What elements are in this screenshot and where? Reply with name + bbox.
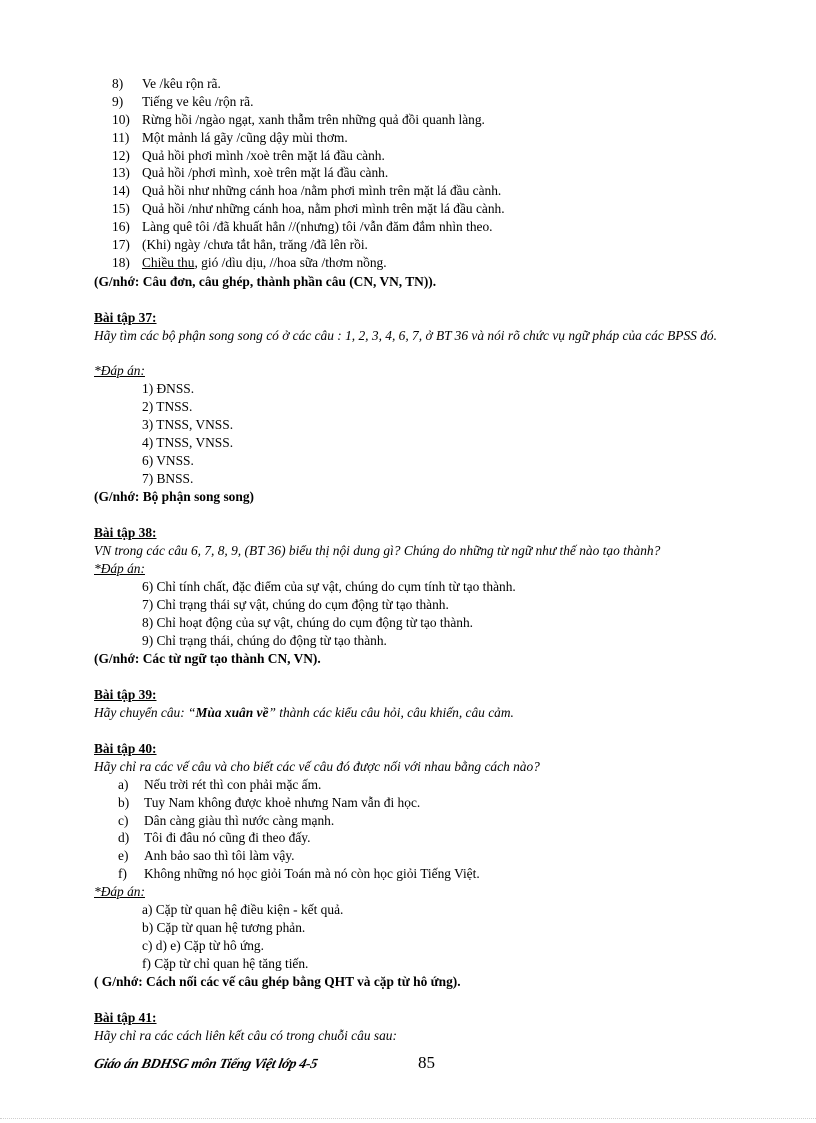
exercise-38-answer-label: *Đáp án: [94, 561, 145, 576]
list-item: 12) Quả hồi phơi mình /xoè trên mặt lá đầu cành. [112, 148, 385, 163]
exercise-40-title: Bài tập 40: [94, 741, 157, 756]
list-item: e) Anh bảo sao thì tôi làm vậy. [118, 848, 295, 863]
exercise-40-answer-label: *Đáp án: [94, 884, 145, 899]
exercise-38-question: VN trong các câu 6, 7, 8, 9, (BT 36) biểu thị nội dung gì? Chúng do những từ ngữ như thế nào tạo thành? [94, 543, 661, 558]
note-38: (G/nhớ: Các từ ngữ tạo thành CN, VN). [94, 651, 321, 666]
answer-item: a) Cặp từ quan hệ điều kiện - kết quả. [142, 902, 344, 917]
answer-item: 7) Chỉ trạng thái sự vật, chúng do cụm động từ tạo thành. [142, 597, 449, 612]
footer-signature: Giáo án BDHSG môn Tiếng Việt lớp 4-5 [92, 1057, 319, 1072]
exercise-39-question: Hãy chuyển câu: “Mùa xuân về” thành các kiểu câu hỏi, câu khiến, câu cảm. [94, 705, 514, 720]
list-item: 8) Ve /kêu rộn rã. [112, 76, 221, 91]
exercise-37-answer-label: *Đáp án: [94, 363, 145, 378]
exercise-37-title: Bài tập 37: [94, 310, 157, 325]
note-40: ( G/nhớ: Cách nối các vế câu ghép bằng QHT và cặp từ hô ứng). [94, 974, 461, 989]
exercise-41-title: Bài tập 41: [94, 1010, 157, 1025]
answer-item: 4) TNSS, VNSS. [142, 435, 234, 450]
answer-item: f) Cặp từ chỉ quan hệ tăng tiến. [142, 956, 309, 971]
answer-item: 2) TNSS. [142, 399, 193, 414]
list-item: b) Tuy Nam không được khoẻ nhưng Nam vẫn đi học. [118, 795, 421, 810]
list-item: 15) Quả hồi /như những cánh hoa, nằm phơi mình trên mặt lá đầu cành. [112, 201, 505, 216]
list-item: 11) Một mảnh lá gãy /cũng dậy mùi thơm. [112, 130, 348, 145]
exercise-40-question: Hãy chỉ ra các vế câu và cho biết các vế câu đó được nối với nhau bằng cách nào? [94, 759, 540, 774]
list-item: 14) Quả hồi như những cánh hoa /nằm phơi mình trên mặt lá đầu cành. [112, 183, 502, 198]
answer-item: 7) BNSS. [142, 471, 194, 486]
answer-item: c) d) e) Cặp từ hô ứng. [142, 938, 264, 953]
list-item: f) Không những nó học giỏi Toán mà nó còn học giỏi Tiếng Việt. [118, 866, 480, 881]
answer-item: 8) Chỉ hoạt động của sự vật, chúng do cụm động từ tạo thành. [142, 615, 473, 630]
page-number: 85 [418, 1053, 435, 1072]
list-item: 17) (Khi) ngày /chưa tắt hẳn, trăng /đã lên rồi. [112, 237, 368, 252]
list-item: 16) Làng quê tôi /đã khuất hẳn //(nhưng) tôi /vẫn đăm đắm nhìn theo. [112, 219, 493, 234]
answer-item: 6) Chỉ tính chất, đặc điểm của sự vật, chúng do cụm tính từ tạo thành. [142, 579, 516, 594]
list-item: 18) Chiều thu, gió /dìu dịu, //hoa sữa /thơm nồng. [112, 255, 387, 270]
answer-item: b) Cặp từ quan hệ tương phản. [142, 920, 306, 935]
exercise-39-title: Bài tập 39: [94, 687, 157, 702]
exercise-41-question: Hãy chỉ ra các cách liên kết câu có trong chuỗi câu sau: [94, 1028, 397, 1043]
answer-item: 1) ĐNSS. [142, 381, 195, 396]
list-item: d) Tôi đi đâu nó cũng đi theo đấy. [118, 830, 311, 845]
answer-item: 6) VNSS. [142, 453, 194, 468]
list-item: a) Nếu trời rét thì con phải mặc ấm. [118, 777, 322, 792]
exercise-37-question: Hãy tìm các bộ phận song song có ở các câu : 1, 2, 3, 4, 6, 7, ở BT 36 và nói rõ chức vụ ngữ pháp của các BPSS đó. [94, 328, 717, 343]
list-item: 10) Rừng hồi /ngào ngạt, xanh thẫm trên những quả đồi quanh làng. [112, 112, 485, 127]
note-36: (G/nhớ: Câu đơn, câu ghép, thành phần câu (CN, VN, TN)). [94, 274, 437, 289]
page-bottom-divider [0, 1118, 816, 1119]
list-item: 13) Quả hồi /phơi mình, xoè trên mặt lá đầu cành. [112, 165, 389, 180]
list-item: 9) Tiếng ve kêu /rộn rã. [112, 94, 254, 109]
list-item: c) Dân càng giàu thì nước càng mạnh. [118, 813, 335, 828]
answer-item: 9) Chỉ trạng thái, chúng do động từ tạo thành. [142, 633, 387, 648]
note-37: (G/nhớ: Bộ phận song song) [94, 489, 254, 504]
answer-item: 3) TNSS, VNSS. [142, 417, 234, 432]
exercise-38-title: Bài tập 38: [94, 525, 157, 540]
